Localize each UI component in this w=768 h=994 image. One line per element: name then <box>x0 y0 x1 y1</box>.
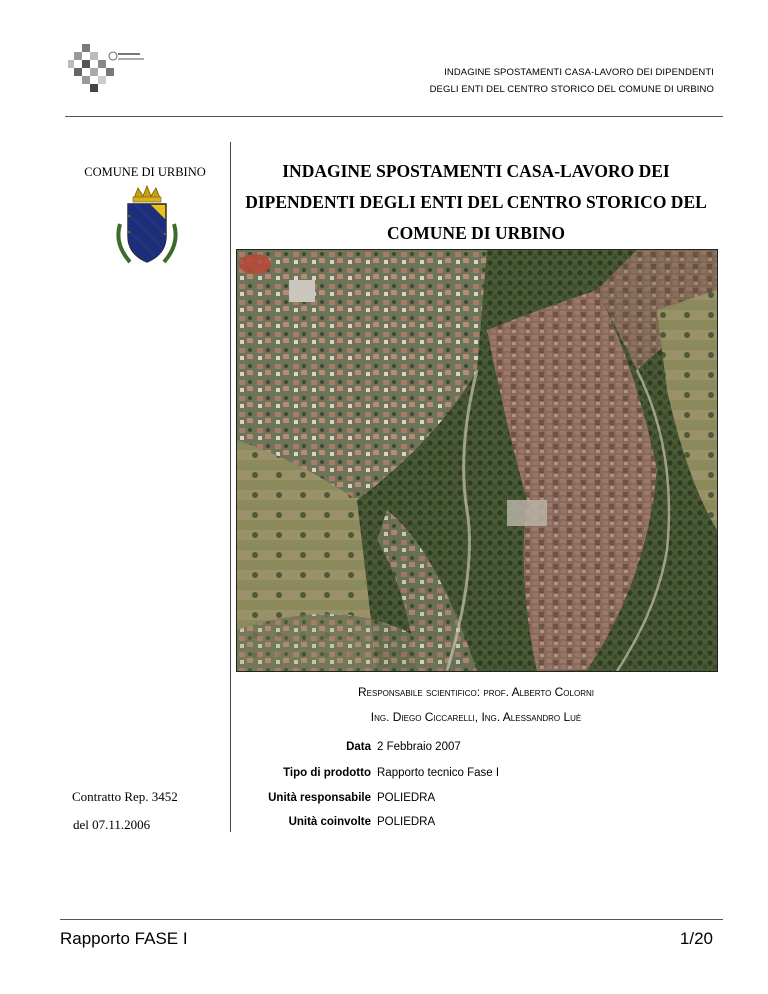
header-divider <box>65 116 723 117</box>
info-row-date <box>236 741 716 757</box>
info-row-product-type <box>236 767 716 783</box>
info-label: Tipo di prodotto <box>283 767 371 779</box>
info-value: POLIEDRA <box>377 816 436 828</box>
header-title-line1: INDAGINE SPOSTAMENTI CASA-LAVORO DEI DIPENDENTI <box>444 67 714 78</box>
info-label: Unità coinvolte <box>288 816 371 828</box>
contract-number: Contratto Rep. 3452 <box>72 789 178 804</box>
info-label: Data <box>346 741 371 753</box>
info-value: Rapporto tecnico Fase I <box>377 767 500 779</box>
column-divider <box>230 142 231 832</box>
footer-report-label: Rapporto FASE I <box>60 929 188 948</box>
title-line2: DIPENDENTI DEGLI ENTI DEL CENTRO STORICO DEL <box>245 192 707 212</box>
title-line1: INDAGINE SPOSTAMENTI CASA-LAVORO DEI <box>282 161 670 181</box>
title-line3: COMUNE DI URBINO <box>387 223 565 243</box>
info-value: POLIEDRA <box>377 792 436 804</box>
contract-date: del 07.11.2006 <box>73 817 151 832</box>
info-value: 2 Febbraio 2007 <box>377 741 461 753</box>
info-label: Unità responsabile <box>268 792 371 804</box>
comune-label: COMUNE DI URBINO <box>84 165 206 179</box>
document-title <box>232 156 720 249</box>
scientific-responsible: Responsabile scientifico: prof. Alberto Colorni <box>358 685 594 699</box>
engineers-list: Ing. Diego Ciccarelli, Ing. Alessandro Luè <box>370 710 582 724</box>
coat-of-arms-icon <box>112 184 182 268</box>
header-title-line2: DEGLI ENTI DEL CENTRO STORICO DEL COMUNE DI URBINO <box>429 84 714 95</box>
info-row-involved-units <box>236 816 716 832</box>
aerial-photo <box>236 249 718 672</box>
info-row-responsible-unit <box>236 792 716 808</box>
footer-divider <box>60 919 723 920</box>
poliedra-logo-icon <box>68 44 150 100</box>
page-number: 1/20 <box>679 929 713 948</box>
